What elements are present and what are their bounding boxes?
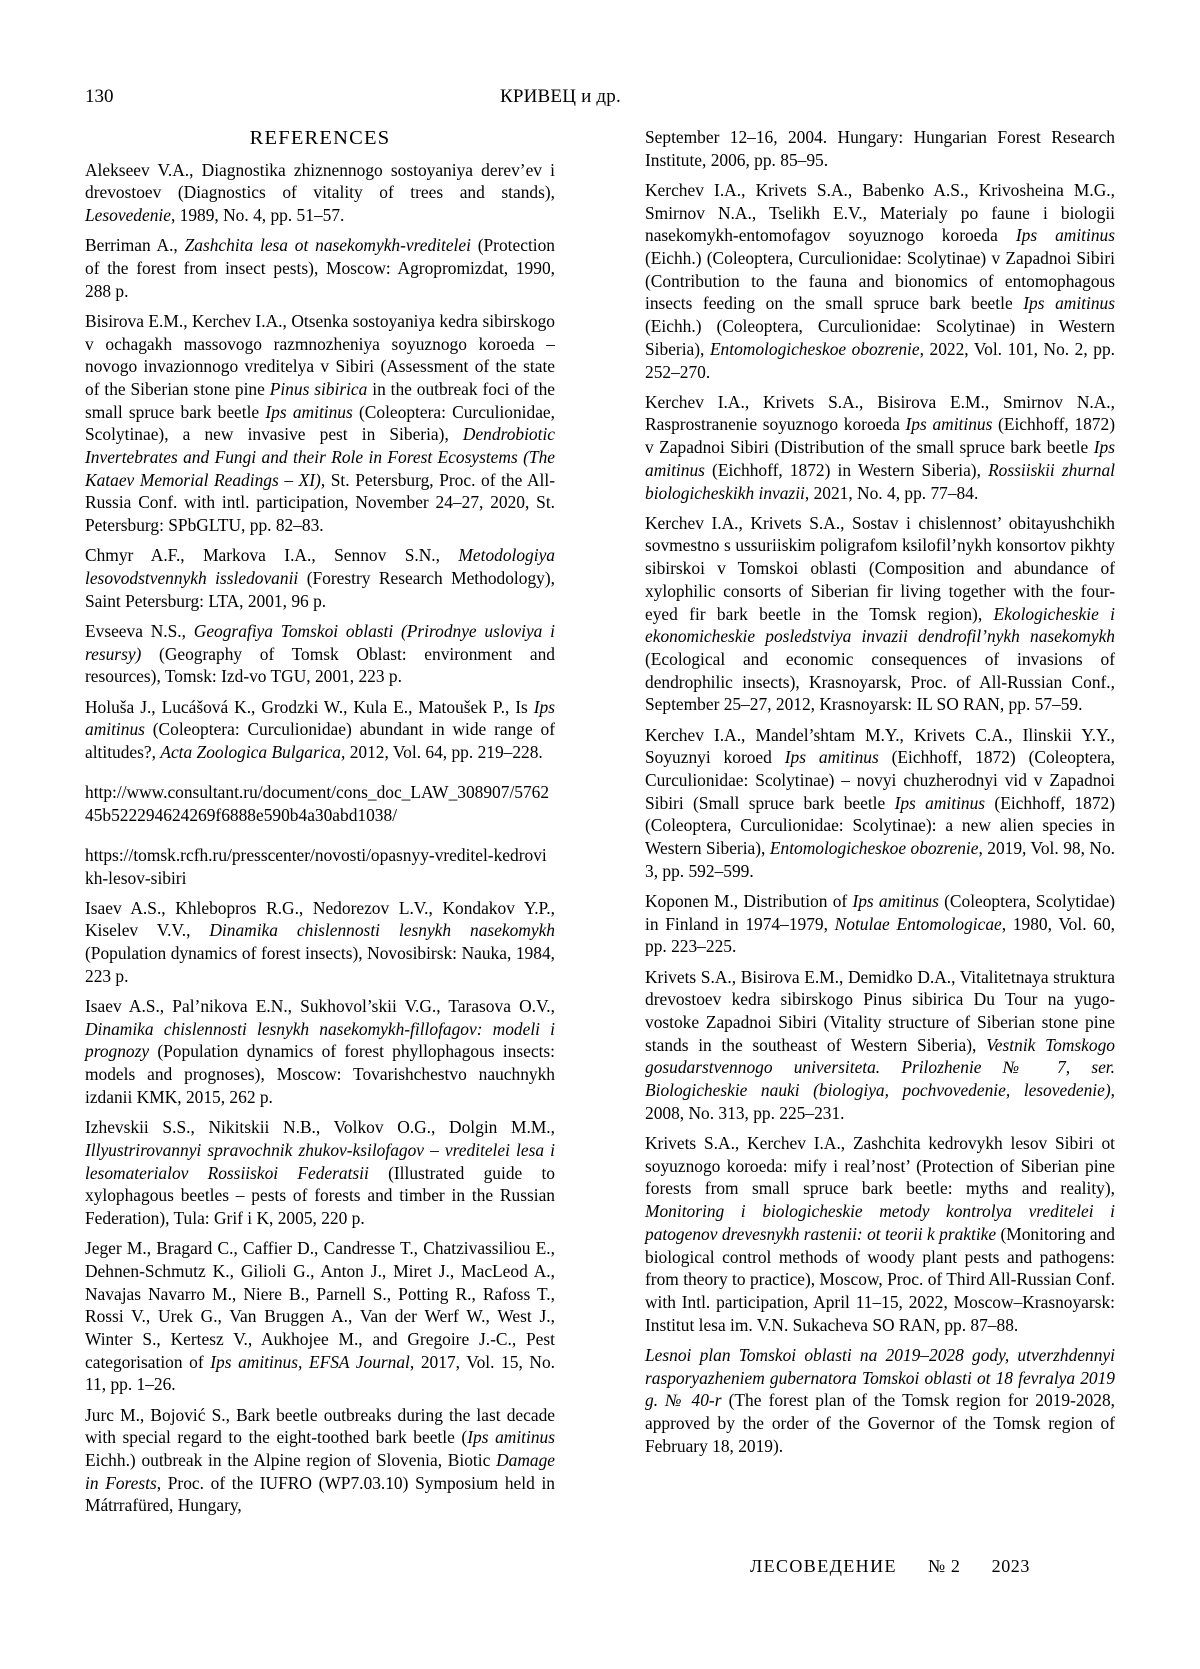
running-title: КРИВЕЦ и др.: [500, 86, 621, 107]
journal-name: ЛЕСОВЕДЕНИЕ: [750, 1556, 897, 1576]
reference-entry: Kerchev I.A., Krivets S.A., Sostav i chislennost’ obitayushchikh sovmestno s ussuriiskim poligrafom ksilofil’nykh konsortov pikhty sibirskoi v Tomskoi oblasti (Composition and abundance of xylophilic consorts of Siberian fir living together with the four-eyed fir bark beetle in the Tomsk region), Ekologicheskie i ekonomicheskie posledstviya invazii dendrofil’nykh nasekomykh (Ecological and economic consequences of invasions of dendrophilic insects), Krasnoyarsk, Proc. of All-Russian Conf., September 25–27, 2012, Krasnoyarsk: IL SO RAN, pp. 57–59.: [645, 512, 1115, 715]
reference-entry: Krivets S.A., Kerchev I.A., Zashchita kedrovykh lesov Sibiri ot soyuznogo koroeda: mify i real’nost’ (Protection of Siberian pine forests from small spruce bark beetle: myths and reality), Monitoring i biologicheskie metody kontrolya vreditelei i patogenov drevesnykh rastenii: ot teorii k praktike (Monitoring and biological control methods of woody plant pests and pathogens: from theory to practice), Moscow, Proc. of Third All-Russian Conf. with Intl. participation, April 11–15, 2022, Moscow–Krasnoyarsk: Institut lesa im. V.N. Sukacheva SO RAN, pp. 87–88.: [645, 1133, 1115, 1335]
reference-entry: Isaev A.S., Khlebopros R.G., Nedorezov L.V., Kondakov Y.P., Kiselev V.V., Dinamika chislennosti lesnykh nasekomykh (Population dynamics of forest insects), Novosibirsk: Nauka, 1984, 223 p.: [85, 897, 555, 986]
reference-url[interactable]: https://tomsk.rcfh.ru/presscenter/novosti/opasnyy-vreditel-kedrovikh-lesov-sibiri: [85, 844, 547, 888]
column-right: [645, 126, 1115, 1457]
reference-entry: Jeger M., Bragard C., Caffier D., Candresse T., Chatzivassiliou E., Dehnen-Schmutz K., Gilioli G., Anton J., Miret J., MacLeod A., Navajas Navarro M., Niere B., Parnell S., Potting R., Rafoss T., Rossi V., Urek G., Van Bruggen A., Van der Werf W., West J., Winter S., Kertesz V., Aukhojee M., and Gregoire J.-C., Pest categorisation of Ips amitinus, EFSA Journal, 2017, Vol. 15, No. 11, pp. 1–26.: [85, 1238, 555, 1395]
reference-entry: Alekseev V.A., Diagnostika zhiznennogo sostoyaniya derev’ev i drevostoev (Diagnostics of vitality of trees and stands), Lesovedenie, 1989, No. 4, pp. 51–57.: [85, 159, 555, 225]
publication-year: 2023: [991, 1556, 1030, 1576]
reference-entry: Izhevskii S.S., Nikitskii N.B., Volkov O.G., Dolgin M.M., Illyustrirovannyi spravochnik zhukov-ksilofagov – vreditelei lesa i lesomaterialov Rossiiskoi Federatsii (Illustrated guide to xylophagous beetles – pests of forests and timber in the Russian Federation), Tula: Grif i K, 2005, 220 p.: [85, 1117, 555, 1228]
reference-entry: Berriman A., Zashchita lesa ot nasekomykh-vreditelei (Protection of the forest from insect pests), Moscow: Agropromizdat, 1990, 288 p.: [85, 235, 555, 301]
reference-url[interactable]: http://www.consultant.ru/document/cons_doc_LAW_308907/576245b522294624269f6888e590b4a30abd1038/: [85, 782, 550, 825]
reference-entry: Koponen M., Distribution of Ips amitinus (Coleoptera, Scolytidae) in Finland in 1974–1979, Notulae Entomologicae, 1980, Vol. 60, pp. 223–225.: [645, 891, 1115, 957]
reference-entry: Jurc M., Bojović S., Bark beetle outbreaks during the last decade with special regard to the eight-toothed bark beetle (Ips amitinus Eichh.) outbreak in the Alpine region of Slovenia, Biotic Damage in Forests, Proc. of the IUFRO (WP7.03.10) Symposium held in Mátrrafüred, Hungary,: [85, 1404, 555, 1516]
reference-entry: Kerchev I.A., Mandel’shtam M.Y., Krivets C.A., Ilinskii Y.Y., Soyuznyi koroed Ips amitinus (Eichhoff, 1872) (Coleoptera, Curculionidae: Scolytinae) – novyi chuzherodnyi vid v Zapadnoi Sibiri (Small spruce bark beetle Ips amitinus (Eichhoff, 1872) (Coleoptera, Curculionidae: Scolytinae): a new alien species in Western Siberia), Entomologicheskoe obozrenie, 2019, Vol. 98, No. 3, pp. 592–599.: [645, 724, 1116, 881]
reference-entry: Bisirova E.M., Kerchev I.A., Otsenka sostoyaniya kedra sibirskogo v ochagakh massovogo razmnozheniya soyuznogo koroeda – novogo invazionnogo vreditelya v Sibiri (Assessment of the state of the Siberian stone pine Pinus sibirica in the outbreak foci of the small spruce bark beetle Ips amitinus (Coleoptera: Curculionidae, Scolytinae), a new invasive pest in Siberia), Dendrobiotic Invertebrates and Fungi and their Role in Forest Ecosystems (The Kataev Memorial Readings – XI), St. Petersburg, Proc. of the All-Russia Conf. with intl. participation, November 24–27, 2020, St. Petersburg: SPbGLTU, pp. 82–83.: [85, 310, 555, 536]
reference-entry: Chmyr A.F., Markova I.A., Sennov S.N., Metodologiya lesovodstvennykh issledovanii (Forestry Research Methodology), Saint Petersburg: LTA, 2001, 96 p.: [85, 545, 555, 611]
reference-entry: Krivets S.A., Bisirova E.M., Demidko D.A., Vitalitetnaya struktura drevostoev kedra sibirskogo Pinus sibirica Du Tour na yugo-vostoke Zapadnoi Sibiri (Vitality structure of Siberian stone pine stands in the southeast of Western Siberia), Vestnik Tomskogo gosudarstvennogo universiteta. Prilozhenie № 7, ser. Biologicheskie nauki (biologiya, pochvovedenie, lesovedenie), 2008, No. 313, pp. 225–231.: [645, 966, 1115, 1123]
issue-number: № 2: [928, 1556, 961, 1576]
two-column-body: [85, 126, 1116, 1516]
reference-entry: Evseeva N.S., Geografiya Tomskoi oblasti (Prirodnye usloviya i resursy) (Geography of Tomsk Oblast: environment and resources), Tomsk: Izd-vo TGU, 2001, 223 p.: [85, 620, 555, 687]
section-title: REFERENCES: [249, 127, 391, 149]
page-number: 130: [85, 86, 114, 107]
reference-entry: Kerchev I.A., Krivets S.A., Babenko A.S., Krivosheina M.G., Smirnov N.A., Tselikh E.V., Materialy po faune i biologii nasekomykh-entomofagov soyuznogo koroeda Ips amitinus (Eichh.) (Coleoptera, Curculionidae: Scolytinae) v Zapadnoi Sibiri (Contribution to the fauna and bionomics of entomophagous insects feeding on the small spruce bark beetle Ips amitinus (Eichh.) (Coleoptera, Curculionidae: Scolytinae) in Western Siberia), Entomologicheskoe obozrenie, 2022, Vol. 101, No. 2, pp. 252–270.: [645, 179, 1115, 382]
reference-entry: Isaev A.S., Pal’nikova E.N., Sukhovol’skii V.G., Tarasova O.V., Dinamika chislennosti lesnykh nasekomykh-fillofagov: modeli i prognozy (Population dynamics of forest phyllophagous insects: models and prognoses), Moscow: Tovarishchestvo nauchnykh izdanii KMK, 2015, 262 p.: [85, 996, 555, 1107]
reference-entry: Holuša J., Lucášová K., Grodzki W., Kula E., Matoušek P., Is Ips amitinus (Coleoptera: Curculionidae) abundant in wide range of altitudes?, Acta Zoologica Bulgarica, 2012, Vol. 64, pp. 219–228.: [85, 696, 555, 762]
column-left: [85, 126, 555, 1517]
reference-entry: September 12–16, 2004. Hungary: Hungarian Forest Research Institute, 2006, pp. 85–95.: [645, 127, 1115, 170]
reference-entry: Lesnoi plan Tomskoi oblasti na 2019–2028 gody, utverzhdennyi rasporyazheniem gubernatora Tomskoi oblasti ot 18 fevralya 2019 g. № 40-r (The forest plan of the Tomsk region for 2019-2028, approved by the order of the Governor of the Tomsk region of February 18, 2019).: [645, 1344, 1115, 1456]
page-header: [85, 86, 1115, 108]
reference-entry: Kerchev I.A., Krivets S.A., Bisirova E.M., Smirnov N.A., Rasprostranenie soyuznogo koroeda Ips amitinus (Eichhoff, 1872) v Zapadnoi Sibiri (Distribution of the small spruce bark beetle Ips amitinus (Eichhoff, 1872) in Western Siberia), Rossiiskii zhurnal biologicheskikh invazii, 2021, No. 4, pp. 77–84.: [645, 391, 1116, 503]
page-footer: [560, 1556, 1030, 1577]
